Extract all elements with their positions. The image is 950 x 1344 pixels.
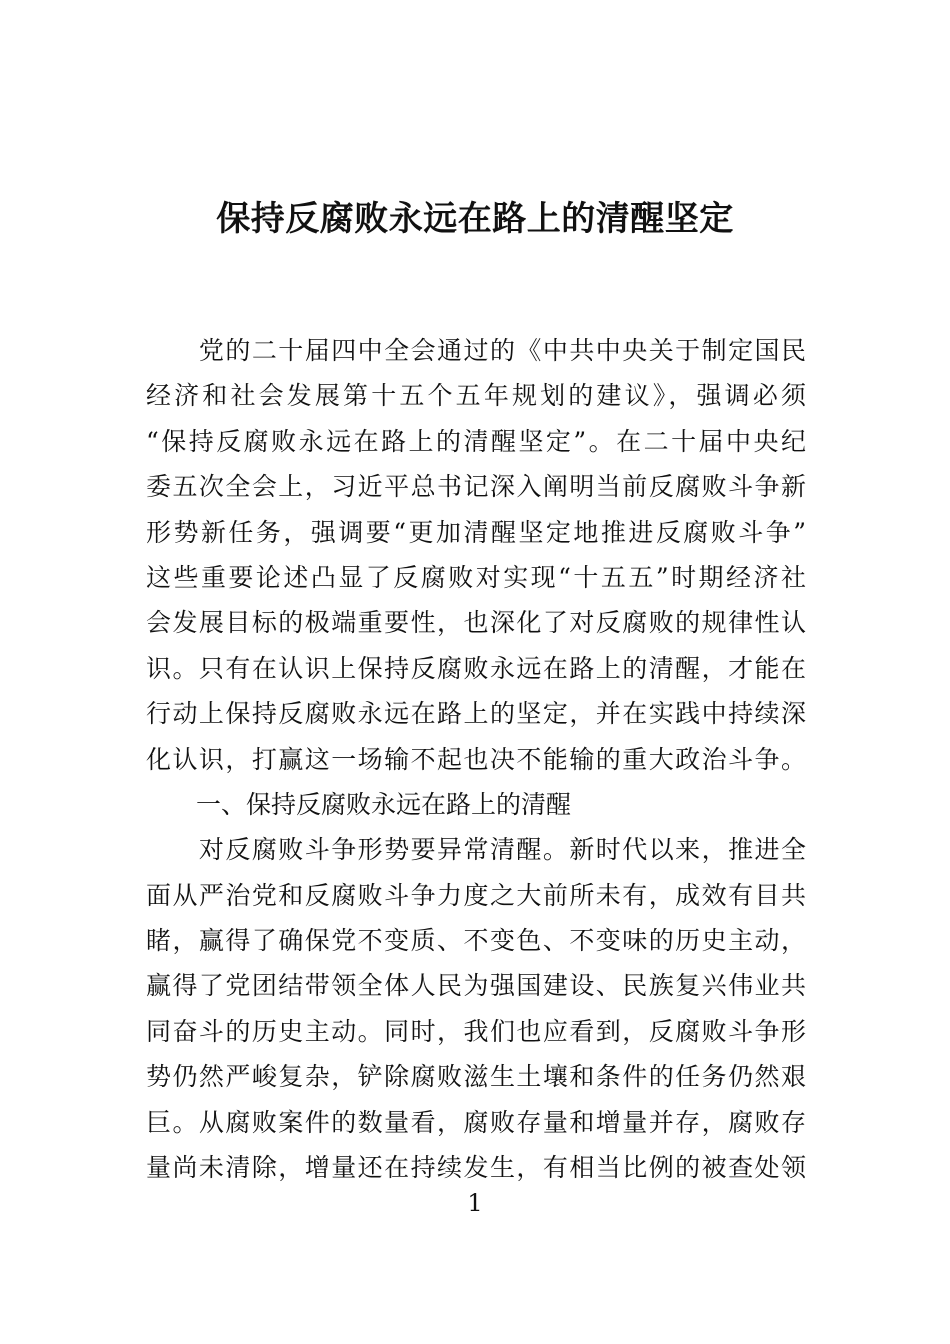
text-line: “保持反腐败永远在路上的清醒坚定”。在二十届中央纪: [146, 426, 806, 456]
section-heading: 一、保持反腐败永远在路上的清醒: [196, 789, 572, 819]
document-body: [146, 328, 806, 1190]
text-line: 同奋斗的历史主动。同时，我们也应看到，反腐败斗争形: [146, 1016, 806, 1046]
paragraph-section-one: [146, 827, 806, 1190]
text-line: 会发展目标的极端重要性，也深化了对反腐败的规律性认: [146, 608, 806, 638]
text-line: 这些重要论述凸显了反腐败对实现“十五五”时期经济社: [146, 562, 806, 592]
document-title: 保持反腐败永远在路上的清醒坚定: [216, 199, 734, 239]
text-line: 对反腐败斗争形势要异常清醒。新时代以来，推进全: [146, 835, 806, 865]
text-line: 睹，赢得了确保党不变质、不变色、不变味的历史主动，: [146, 926, 806, 956]
text-line: 赢得了党团结带领全体人民为强国建设、民族复兴伟业共: [146, 971, 806, 1001]
text-line: 面从严治党和反腐败斗争力度之大前所未有，成效有目共: [146, 880, 806, 910]
text-line: 经济和社会发展第十五个五年规划的建议》，强调必须: [146, 381, 806, 411]
text-line: 量尚未清除，增量还在持续发生，有相当比例的被查处领: [146, 1153, 806, 1183]
text-line: 委五次全会上，习近平总书记深入阐明当前反腐败斗争新: [146, 472, 806, 502]
text-line: 行动上保持反腐败永远在路上的坚定，并在实践中持续深: [146, 699, 806, 729]
text-line: 巨。从腐败案件的数量看，腐败存量和增量并存，腐败存: [146, 1107, 806, 1137]
text-line: 形势新任务，强调要“更加清醒坚定地推进反腐败斗争”: [146, 517, 806, 547]
page-number: 1: [467, 1189, 483, 1217]
text-line: 势仍然严峻复杂，铲除腐败滋生土壤和条件的任务仍然艰: [146, 1062, 806, 1092]
text-line: 识。只有在认识上保持反腐败永远在路上的清醒，才能在: [146, 653, 806, 683]
paragraph-intro: [146, 328, 806, 782]
text-line: 党的二十届四中全会通过的《中共中央关于制定国民: [146, 336, 806, 365]
text-line: 化认识，打赢这一场输不起也决不能输的重大政治斗争。: [146, 744, 806, 774]
